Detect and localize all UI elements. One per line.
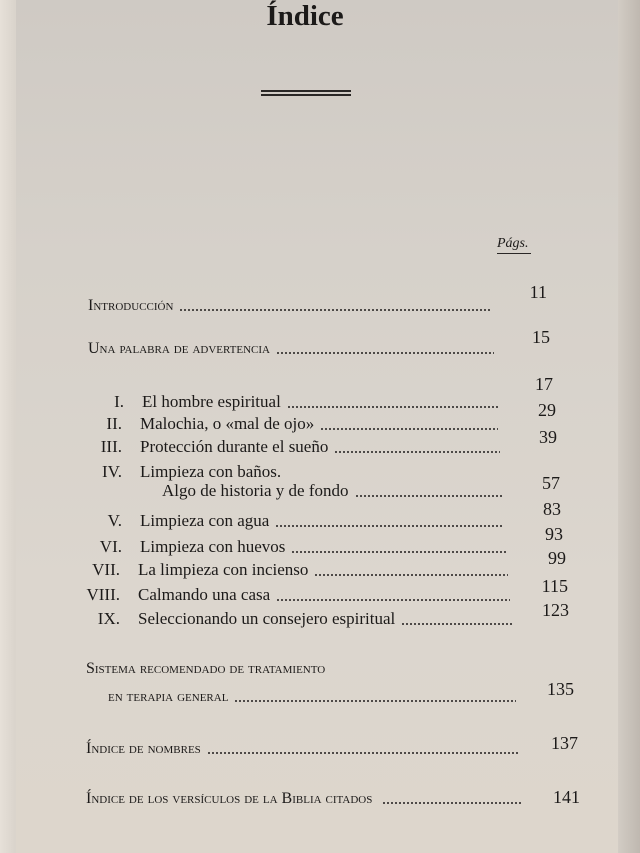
entry-label: en terapia general: [108, 688, 229, 705]
entry-label: Índice de los versículos de la Biblia citados: [86, 790, 373, 807]
dot-leader: [207, 752, 518, 754]
toc-entry-indice-nombres: [86, 740, 518, 758]
dot-leader: [314, 574, 508, 576]
page-number: 83: [543, 499, 561, 519]
toc-chapter-subtitle: [162, 481, 504, 501]
dot-leader: [234, 700, 516, 702]
chapter-numeral: IX.: [97, 609, 120, 628]
chapter-title: La limpieza con incienso: [138, 560, 309, 579]
dot-leader: [275, 525, 504, 527]
dot-leader: [287, 406, 498, 408]
page-left-edge: [0, 0, 16, 853]
chapter-numeral: VI.: [99, 537, 122, 556]
chapter-title: Limpieza con agua: [140, 511, 270, 530]
page-right-edge: [618, 0, 640, 853]
chapter-numeral: VIII.: [86, 585, 120, 604]
entry-label: Introducción: [88, 297, 174, 314]
chapter-numeral: IV.: [102, 462, 122, 481]
page-number: 93: [545, 524, 563, 544]
page-number: 115: [541, 576, 568, 596]
chapter-numeral: II.: [106, 414, 122, 433]
title-double-rule: [261, 90, 351, 92]
chapter-numeral: V.: [107, 511, 122, 530]
chapter-title: Seleccionando un consejero espiritual: [138, 609, 396, 628]
chapter-title: Limpieza con huevos: [140, 537, 286, 556]
page-title: Índice: [266, 0, 344, 32]
chapter-numeral: VII.: [92, 560, 120, 579]
page-number: 15: [532, 327, 550, 347]
toc-entry-indice-versiculos: [86, 790, 522, 808]
dot-leader: [355, 495, 505, 497]
dot-leader: [382, 802, 522, 804]
chapter-title: Malochia, o «mal de ojo»: [140, 414, 315, 433]
chapter-subtitle: Algo de historia y de fondo: [162, 481, 349, 500]
toc-entry-sistema: [86, 660, 325, 678]
dot-leader: [401, 623, 514, 625]
dot-leader: [334, 451, 500, 453]
toc-chapter: [78, 585, 510, 605]
toc-chapter: [80, 437, 500, 457]
toc-entry-advertencia: [88, 340, 494, 358]
toc-chapter: [82, 392, 498, 412]
toc-chapter: [80, 462, 281, 482]
dot-leader: [276, 352, 494, 354]
page-number: 11: [529, 282, 547, 302]
toc-chapter: [80, 511, 504, 531]
chapter-numeral: III.: [100, 437, 122, 456]
page-number: 137: [551, 733, 578, 753]
page-number: 123: [542, 600, 569, 620]
toc-chapter: [80, 414, 498, 434]
chapter-title: El hombre espiritual: [142, 392, 281, 411]
page-number: 17: [535, 374, 553, 394]
toc-entry-sistema-line2: [108, 688, 516, 706]
entry-label: Sistema recomendado de tratamiento: [86, 660, 326, 677]
page-number: 135: [547, 679, 574, 699]
entry-label: Una palabra de advertencia: [88, 340, 270, 357]
dot-leader: [291, 551, 508, 553]
dot-leader: [276, 599, 510, 601]
chapter-title: Limpieza con baños.: [140, 462, 282, 481]
entry-label: Índice de nombres: [86, 740, 201, 757]
dot-leader: [320, 428, 498, 430]
toc-chapter: [80, 537, 508, 557]
toc-chapter: [78, 609, 514, 629]
chapter-title: Calmando una casa: [138, 585, 271, 604]
page-number: 39: [539, 427, 557, 447]
pages-column-label: Págs.: [497, 236, 531, 254]
page-number: 29: [538, 400, 556, 420]
toc-entry-introduccion: [88, 297, 492, 315]
dot-leader: [179, 309, 492, 311]
page-number: 99: [548, 548, 566, 568]
page-number: 141: [553, 787, 580, 807]
chapter-title: Protección durante el sueño: [140, 437, 329, 456]
page-number: 57: [542, 473, 560, 493]
toc-chapter: [78, 560, 508, 580]
chapter-numeral: I.: [114, 392, 124, 411]
